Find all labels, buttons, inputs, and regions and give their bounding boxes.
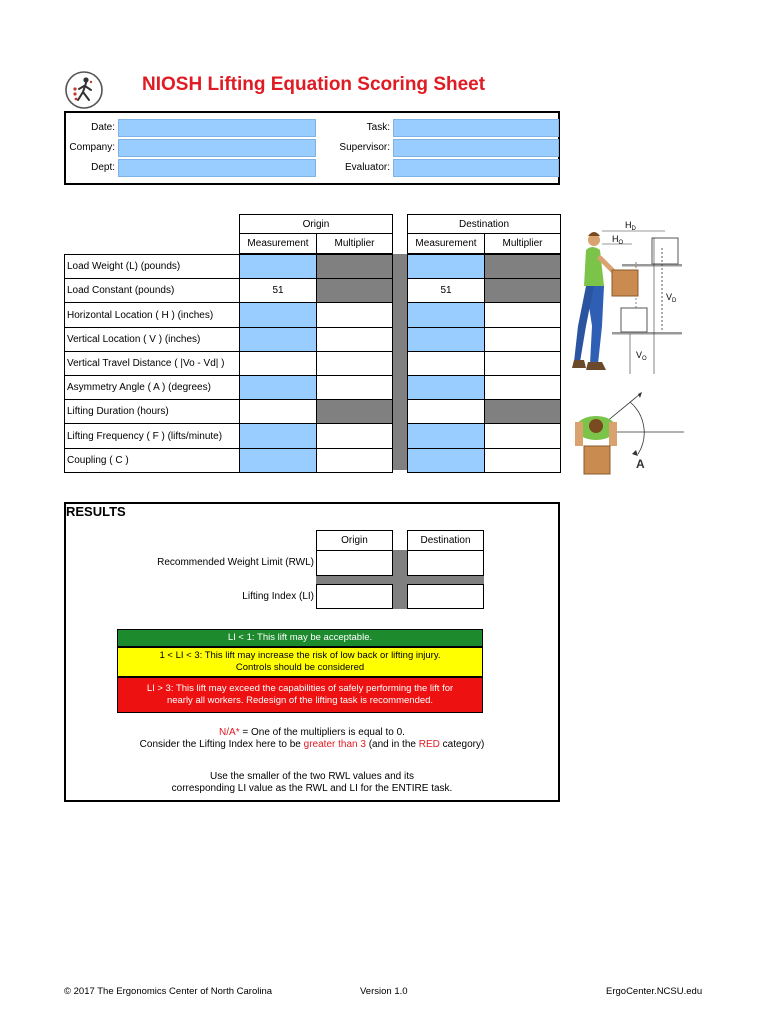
destination-measurement-cell xyxy=(407,399,485,424)
asymmetry-a-label: A xyxy=(636,457,645,471)
dept-field[interactable] xyxy=(118,159,316,177)
smaller-note-line1: Use the smaller of the two RWL values and its xyxy=(210,771,414,782)
evaluator-field[interactable] xyxy=(393,159,559,177)
page-title: NIOSH Lifting Equation Scoring Sheet xyxy=(142,74,486,95)
yellow-line1: 1 < LI < 3: This lift may increase the risk of low back or lifting injury. xyxy=(159,650,441,661)
hd-label: $H_D$ xyxy=(625,220,636,232)
evaluator-input[interactable] xyxy=(394,163,558,179)
row-label: Asymmetry Angle ( A ) (degrees) xyxy=(64,375,240,400)
origin-measurement-cell[interactable] xyxy=(239,423,317,449)
destination-measurement-cell[interactable] xyxy=(407,254,485,279)
li-origin-cell xyxy=(316,584,393,609)
destination-multiplier-header: Multiplier xyxy=(484,233,561,254)
origin-multiplier-cell xyxy=(316,448,393,473)
destination-multiplier-cell xyxy=(484,254,561,279)
origin-measurement-cell[interactable] xyxy=(239,448,317,473)
task-input[interactable] xyxy=(394,123,558,139)
vo-label: $V_O$ xyxy=(636,350,647,362)
results-title: RESULTS xyxy=(66,504,126,519)
footer-site: ErgoCenter.NCSU.edu xyxy=(606,986,703,997)
origin-measurement-header: Measurement xyxy=(239,233,317,254)
dept-label: Dept: xyxy=(91,162,115,173)
consider-note: Consider the Lifting Index here to be greater than 3 (and in the RED category) xyxy=(139,739,485,750)
footer-copyright: © 2017 The Ergonomics Center of North Carolina xyxy=(64,986,273,997)
origin-multiplier-cell xyxy=(316,327,393,352)
row-label: Coupling ( C ) xyxy=(64,448,240,473)
date-field[interactable] xyxy=(118,119,316,137)
origin-multiplier-cell xyxy=(316,399,393,424)
results-origin-header: Origin xyxy=(316,530,393,551)
supervisor-field[interactable] xyxy=(393,139,559,157)
destination-multiplier-cell xyxy=(484,351,561,376)
yellow-band xyxy=(117,647,483,677)
destination-multiplier-cell xyxy=(484,327,561,352)
row-label: Load Weight (L) (pounds) xyxy=(64,254,240,279)
destination-measurement-cell: 51 xyxy=(407,278,485,303)
origin-multiplier-cell xyxy=(316,423,393,449)
results-destination-header: Destination xyxy=(407,530,484,551)
date-input[interactable] xyxy=(119,123,315,139)
evaluator-label: Evaluator: xyxy=(344,162,390,173)
results-separator-horizontal xyxy=(316,576,484,584)
destination-multiplier-cell xyxy=(484,399,561,424)
ho-label: $H_O$ xyxy=(612,234,624,246)
rwl-label: Recommended Weight Limit (RWL) xyxy=(157,557,314,568)
destination-measurement-cell[interactable] xyxy=(407,448,485,473)
origin-multiplier-cell xyxy=(316,351,393,376)
company-input[interactable] xyxy=(119,143,315,159)
origin-measurement-cell[interactable] xyxy=(239,327,317,352)
task-field[interactable] xyxy=(393,119,559,137)
company-field[interactable] xyxy=(118,139,316,157)
origin-multiplier-header: Multiplier xyxy=(316,233,393,254)
destination-multiplier-cell xyxy=(484,448,561,473)
li-destination-cell xyxy=(407,584,484,609)
row-label: Horizontal Location ( H ) (inches) xyxy=(64,302,240,328)
origin-multiplier-cell xyxy=(316,375,393,400)
rwl-origin-cell xyxy=(316,550,393,576)
dept-input[interactable] xyxy=(119,163,315,179)
destination-multiplier-cell xyxy=(484,278,561,303)
supervisor-input[interactable] xyxy=(394,143,558,159)
footer-version: Version 1.0 xyxy=(360,986,408,997)
smaller-note-line2: corresponding LI value as the RWL and LI for the ENTIRE task. xyxy=(171,783,453,794)
origin-measurement-cell xyxy=(239,399,317,424)
red-line2: nearly all workers. Redesign of the lifting task is recommended. xyxy=(166,695,434,706)
row-label: Lifting Frequency ( F ) (lifts/minute) xyxy=(64,423,240,449)
red-line1: LI > 3: This lift may exceed the capabilities of safely performing the lift for xyxy=(146,683,454,694)
destination-multiplier-cell xyxy=(484,302,561,328)
task-label: Task: xyxy=(366,122,390,133)
date-label: Date: xyxy=(91,122,115,133)
destination-multiplier-cell xyxy=(484,423,561,449)
origin-measurement-cell[interactable] xyxy=(239,302,317,328)
origin-measurement-cell[interactable] xyxy=(239,254,317,279)
lifting-diagram xyxy=(572,214,688,484)
column-separator xyxy=(393,254,407,470)
na-note: N/A* = One of the multipliers is equal to 0. xyxy=(219,727,405,738)
destination-measurement-cell[interactable] xyxy=(407,302,485,328)
company-label: Company: xyxy=(69,142,115,153)
destination-measurement-cell[interactable] xyxy=(407,423,485,449)
destination-header: Destination xyxy=(407,214,561,234)
rwl-destination-cell xyxy=(407,550,484,576)
li-label: Lifting Index (LI) xyxy=(242,591,314,602)
origin-header: Origin xyxy=(239,214,393,234)
row-label: Vertical Travel Distance ( |Vo - Vd| ) xyxy=(64,351,240,376)
green-band: LI < 1: This lift may be acceptable. xyxy=(117,629,483,647)
destination-measurement-cell[interactable] xyxy=(407,327,485,352)
origin-measurement-cell: 51 xyxy=(239,278,317,303)
row-label: Vertical Location ( V ) (inches) xyxy=(64,327,240,352)
vd-label: $V_D$ xyxy=(666,292,677,304)
origin-multiplier-cell xyxy=(316,254,393,279)
ergonomics-center-logo xyxy=(64,70,104,110)
origin-multiplier-cell xyxy=(316,278,393,303)
destination-multiplier-cell xyxy=(484,375,561,400)
supervisor-label: Supervisor: xyxy=(339,142,390,153)
yellow-line2: Controls should be considered xyxy=(235,662,365,673)
origin-measurement-cell[interactable] xyxy=(239,375,317,400)
origin-multiplier-cell xyxy=(316,302,393,328)
red-band xyxy=(117,677,483,713)
origin-measurement-cell xyxy=(239,351,317,376)
destination-measurement-cell xyxy=(407,351,485,376)
row-label: Lifting Duration (hours) xyxy=(64,399,240,424)
na-label: N/A* xyxy=(219,727,240,738)
destination-measurement-cell[interactable] xyxy=(407,375,485,400)
destination-measurement-header: Measurement xyxy=(407,233,485,254)
row-label: Load Constant (pounds) xyxy=(64,278,240,303)
